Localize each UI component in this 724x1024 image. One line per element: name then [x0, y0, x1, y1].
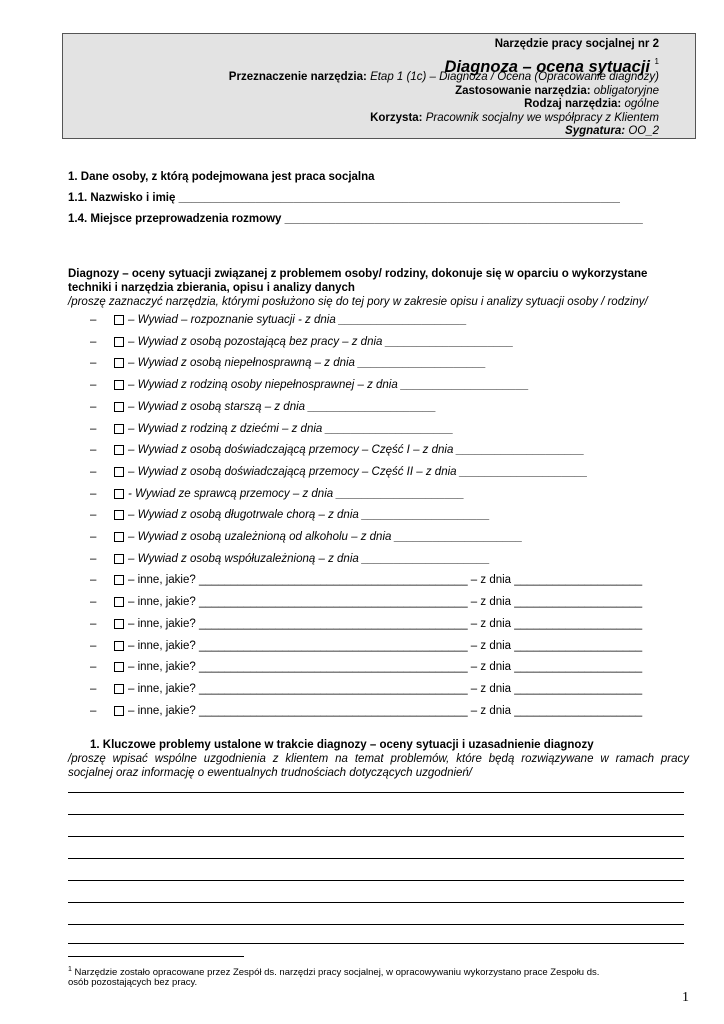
- other-tool-item[interactable]: – inne, jakie? __________________________________________ – z dnia ____________________: [128, 661, 643, 673]
- other-tool-item[interactable]: – inne, jakie? __________________________________________ – z dnia ____________________: [128, 574, 643, 586]
- checkbox[interactable]: [114, 380, 124, 390]
- other-tool-item[interactable]: – inne, jakie? __________________________________________ – z dnia ____________________: [128, 596, 643, 608]
- interview-item[interactable]: – Wywiad z osobą uzależnioną od alkoholu – z dnia ____________________: [128, 531, 523, 543]
- other-tool-item[interactable]: – inne, jakie? __________________________________________ – z dnia ____________________: [128, 640, 643, 652]
- checkbox[interactable]: [114, 662, 124, 672]
- answer-line[interactable]: [68, 858, 684, 859]
- problems-instruction-line2: socjalnej oraz informację o ewentualnych trudnościach dotyczących uzgodnień/: [68, 767, 473, 779]
- bullet-dash: –: [90, 423, 97, 435]
- diagnoses-heading-line2: techniki i narzędzia zbierania, opisu i analizy danych: [68, 282, 355, 294]
- application-line: Zastosowanie narzędzia: obligatoryjne: [455, 85, 659, 97]
- bullet-dash: –: [90, 444, 97, 456]
- title-footnote-mark: 1: [654, 57, 659, 66]
- interview-item[interactable]: – Wywiad – rozpoznanie sytuacji - z dnia ____________________: [128, 314, 467, 326]
- checkbox[interactable]: [114, 489, 124, 499]
- section1-heading: 1. Dane osoby, z którą podejmowana jest praca socjalna: [68, 171, 375, 183]
- answer-line[interactable]: [68, 902, 684, 903]
- bullet-dash: –: [90, 705, 97, 717]
- footnote-separator: [68, 956, 244, 957]
- interview-item[interactable]: – Wywiad z osobą doświadczającą przemocy – Część I – z dnia ____________________: [128, 444, 585, 456]
- checkbox[interactable]: [114, 684, 124, 694]
- interview-item[interactable]: – Wywiad z osobą niepełnosprawną – z dnia ____________________: [128, 357, 487, 369]
- bullet-dash: –: [90, 596, 97, 608]
- checkbox[interactable]: [114, 424, 124, 434]
- other-tool-item[interactable]: – inne, jakie? __________________________________________ – z dnia ____________________: [128, 705, 643, 717]
- bullet-dash: –: [90, 683, 97, 695]
- checkbox[interactable]: [114, 706, 124, 716]
- checkbox[interactable]: [114, 619, 124, 629]
- checkbox[interactable]: [114, 402, 124, 412]
- checkbox[interactable]: [114, 575, 124, 585]
- interview-item[interactable]: – Wywiad z rodziną z dziećmi – z dnia ____________________: [128, 423, 454, 435]
- document-title: Diagnoza – ocena sytuacji $^1$: [444, 57, 659, 76]
- user-line: Korzysta: Pracownik socjalny we współpracy z Klientem: [370, 112, 659, 124]
- diagnoses-heading-line1: Diagnozy – oceny sytuacji związanej z problemem osoby/ rodziny, dokonuje się w oparciu o wykorzystane: [68, 268, 648, 280]
- bullet-dash: –: [90, 618, 97, 630]
- bullet-dash: –: [90, 314, 97, 326]
- answer-line[interactable]: [68, 814, 684, 815]
- place-field[interactable]: 1.4. Miejsce przeprowadzenia rozmowy ________________________________________________________: [68, 213, 643, 225]
- interview-item[interactable]: – Wywiad z osobą długotrwale chorą – z dnia ____________________: [128, 509, 490, 521]
- checkbox[interactable]: [114, 337, 124, 347]
- checkbox[interactable]: [114, 554, 124, 564]
- tool-header-box: [62, 33, 696, 139]
- bullet-dash: –: [90, 357, 97, 369]
- checkbox[interactable]: [114, 532, 124, 542]
- checkbox[interactable]: [114, 358, 124, 368]
- problems-instruction-line1: /proszę wpisać wspólne uzgodnienia z klientem na temat problemów, które będą rozwiązywane w ramach pracy: [68, 753, 689, 765]
- signature-line: Sygnatura: OO_2: [565, 125, 659, 137]
- footnote-line2: osób pozostających bez pracy.: [68, 977, 198, 988]
- answer-line[interactable]: [68, 836, 684, 837]
- bullet-dash: –: [90, 336, 97, 348]
- bullet-dash: –: [90, 401, 97, 413]
- purpose-line: Przeznaczenie narzędzia: Etap 1 (1c) – Diagnoza / Ocena (Opracowanie diagnozy): [228, 71, 659, 83]
- bullet-dash: –: [90, 509, 97, 521]
- bullet-dash: –: [90, 640, 97, 652]
- bullet-dash: –: [90, 574, 97, 586]
- bullet-dash: –: [90, 488, 97, 500]
- answer-line[interactable]: [68, 924, 684, 925]
- footnote-line1: $^1$ Narzędzie zostało opracowane przez Zespół ds. narzędzi pracy socjalnej, w opracowywaniu wykorzystano prace Zespołu ds.: [68, 966, 600, 979]
- interview-item[interactable]: – Wywiad z osobą doświadczającą przemocy – Część II – z dnia ____________________: [128, 466, 588, 478]
- other-tool-item[interactable]: – inne, jakie? __________________________________________ – z dnia ____________________: [128, 618, 643, 630]
- other-tool-item[interactable]: – inne, jakie? __________________________________________ – z dnia ____________________: [128, 683, 643, 695]
- interview-item[interactable]: – Wywiad z osobą starszą – z dnia ____________________: [128, 401, 437, 413]
- answer-line[interactable]: [68, 943, 684, 944]
- answer-line[interactable]: [68, 880, 684, 881]
- checkbox[interactable]: [114, 510, 124, 520]
- checkbox[interactable]: [114, 315, 124, 325]
- bullet-dash: –: [90, 553, 97, 565]
- bullet-dash: –: [90, 531, 97, 543]
- type-line: Rodzaj narzędzia: ogólne: [524, 98, 659, 110]
- problems-heading: 1. Kluczowe problemy ustalone w trakcie diagnozy – oceny sytuacji i uzasadnienie diagnozy: [90, 739, 594, 751]
- diagnoses-instruction: /proszę zaznaczyć narzędzia, którymi posłużono się do tej pory w zakresie opisu i analizy sytuacji osoby / rodziny/: [68, 296, 648, 308]
- answer-line[interactable]: [68, 792, 684, 793]
- bullet-dash: –: [90, 379, 97, 391]
- page-number: 1: [682, 990, 689, 1005]
- checkbox[interactable]: [114, 445, 124, 455]
- interview-item[interactable]: – Wywiad z rodziną osoby niepełnosprawnej – z dnia ____________________: [128, 379, 529, 391]
- checkbox[interactable]: [114, 641, 124, 651]
- interview-item[interactable]: – Wywiad z osobą współuzależnioną – z dnia ____________________: [128, 553, 490, 565]
- interview-item[interactable]: – Wywiad z osobą pozostającą bez pracy – z dnia ____________________: [128, 336, 514, 348]
- checkbox[interactable]: [114, 597, 124, 607]
- bullet-dash: –: [90, 466, 97, 478]
- tool-number: Narzędzie pracy socjalnej nr 2: [494, 38, 659, 50]
- bullet-dash: –: [90, 661, 97, 673]
- checkbox[interactable]: [114, 467, 124, 477]
- interview-item[interactable]: - Wywiad ze sprawcą przemocy – z dnia ____________________: [128, 488, 465, 500]
- name-field[interactable]: 1.1. Nazwisko i imię _____________________________________________________________________: [68, 192, 620, 204]
